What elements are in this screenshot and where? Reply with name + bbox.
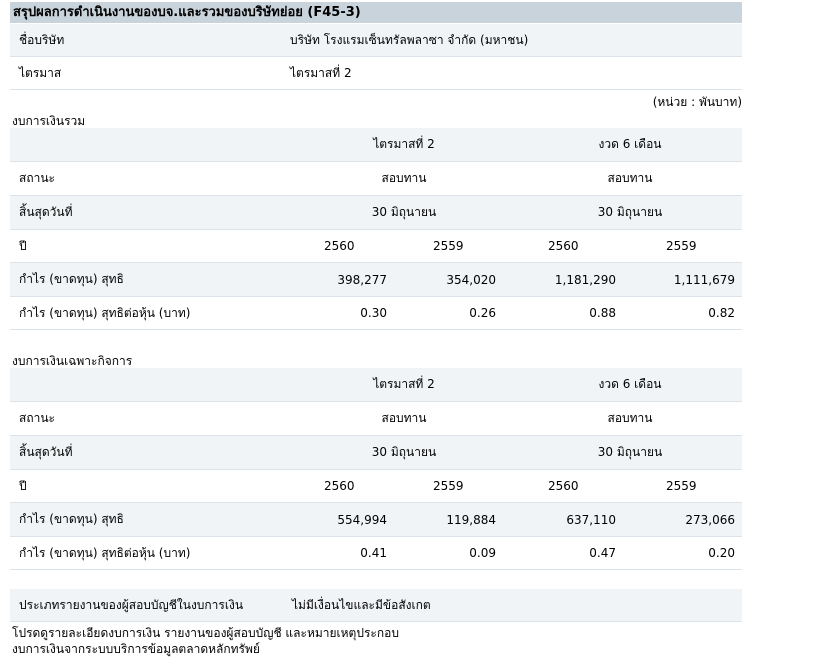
consolidated-enddate-6m: 30 มิถุนายน — [597, 205, 663, 219]
consolidated-net-row — [10, 263, 742, 297]
separate-net-1: 554,994 — [337, 512, 387, 527]
separate-net-3: 637,110 — [566, 512, 616, 527]
consolidated-status-6m: สอบทาน — [607, 171, 653, 185]
consolidated-section-title: งบการเงินรวม — [12, 114, 86, 128]
consolidated-enddate-label: สิ้นสุดวันที่ — [19, 205, 73, 219]
consolidated-enddate-row — [10, 196, 742, 230]
consolidated-year-3: 2560 — [548, 239, 579, 253]
consolidated-eps-3: 0.88 — [589, 306, 616, 320]
separate-year-4: 2559 — [666, 479, 697, 493]
quarter-value: ไตรมาสที่ 2 — [290, 65, 352, 80]
separate-year-2: 2559 — [433, 479, 464, 493]
separate-period-quarter: ไตรมาสที่ 2 — [373, 377, 435, 391]
consolidated-enddate-quarter: 30 มิถุนายน — [371, 205, 437, 219]
separate-enddate-6m: 30 มิถุนายน — [597, 445, 663, 459]
consolidated-period-6m: งวด 6 เดือน — [598, 137, 662, 151]
consolidated-eps-label: กำไร (ขาดทุน) สุทธิต่อหุ้น (บาท) — [19, 305, 191, 320]
separate-enddate-label: สิ้นสุดวันที่ — [19, 445, 73, 459]
quarter-label: ไตรมาส — [19, 65, 62, 80]
separate-eps-4: 0.20 — [708, 546, 735, 560]
consolidated-net-4: 1,111,679 — [673, 272, 735, 287]
consolidated-eps-2: 0.26 — [469, 306, 496, 320]
separate-status-label: สถานะ — [19, 411, 55, 425]
consolidated-year-row — [10, 230, 742, 263]
separate-status-6m: สอบทาน — [607, 411, 653, 425]
separate-status-quarter: สอบทาน — [381, 411, 427, 425]
consolidated-net-1: 398,277 — [337, 272, 387, 287]
consolidated-period-row — [10, 128, 742, 162]
auditor-report-value: ไม่มีเงื่อนไขและมีข้อสังเกต — [292, 597, 431, 612]
separate-net-4: 273,066 — [685, 512, 735, 527]
consolidated-status-label: สถานะ — [19, 171, 55, 185]
company-name-label: ชื่อบริษัท — [19, 32, 65, 47]
consolidated-net-2: 354,020 — [446, 272, 496, 287]
auditor-report-row — [10, 589, 742, 622]
consolidated-status-row — [10, 162, 742, 196]
consolidated-eps-4: 0.82 — [708, 306, 735, 320]
separate-eps-2: 0.09 — [469, 546, 496, 560]
separate-eps-row — [10, 537, 742, 570]
separate-enddate-quarter: 30 มิถุนายน — [371, 445, 437, 459]
quarter-row — [10, 57, 742, 90]
separate-period-6m: งวด 6 เดือน — [598, 377, 662, 391]
footer-note-line1: โปรดดูรายละเอียดงบการเงิน รายงานของผู้สอบบัญชี และหมายเหตุประกอบ — [12, 626, 399, 640]
company-name-value: บริษัท โรงแรมเซ็นทรัลพลาซา จำกัด (มหาชน) — [290, 32, 529, 47]
consolidated-period-quarter: ไตรมาสที่ 2 — [373, 137, 435, 151]
consolidated-net-3: 1,181,290 — [554, 272, 616, 287]
consolidated-eps-row — [10, 297, 742, 330]
consolidated-net-label: กำไร (ขาดทุน) สุทธิ — [19, 272, 124, 286]
consolidated-eps-1: 0.30 — [360, 306, 387, 320]
separate-year-1: 2560 — [324, 479, 355, 493]
consolidated-year-label: ปี — [19, 238, 27, 253]
separate-year-label: ปี — [19, 478, 27, 493]
separate-section-title: งบการเงินเฉพาะกิจการ — [12, 354, 133, 368]
separate-enddate-row — [10, 436, 742, 470]
consolidated-status-quarter: สอบทาน — [381, 171, 427, 185]
auditor-report-label: ประเภทรายงานของผู้สอบบัญชีในงบการเงิน — [19, 597, 244, 612]
separate-eps-1: 0.41 — [360, 546, 387, 560]
footer-note-line2: งบการเงินจากระบบบริการข้อมูลตลาดหลักทรัพย์ — [12, 642, 260, 656]
separate-period-row — [10, 368, 742, 402]
company-name-row — [10, 24, 742, 57]
separate-year-3: 2560 — [548, 479, 579, 493]
consolidated-year-1: 2560 — [324, 239, 355, 253]
separate-net-row — [10, 503, 742, 537]
separate-net-2: 119,884 — [446, 512, 496, 527]
page-title: สรุปผลการดำเนินงานของบจ.และรวมของบริษัทย่อย (F45-3) — [10, 2, 742, 23]
separate-status-row — [10, 402, 742, 436]
separate-eps-label: กำไร (ขาดทุน) สุทธิต่อหุ้น (บาท) — [19, 545, 191, 560]
consolidated-year-2: 2559 — [433, 239, 464, 253]
separate-eps-3: 0.47 — [589, 546, 616, 560]
separate-year-row — [10, 470, 742, 503]
consolidated-year-4: 2559 — [666, 239, 697, 253]
separate-net-label: กำไร (ขาดทุน) สุทธิ — [19, 512, 124, 526]
unit-note: (หน่วย : พันบาท) — [652, 95, 742, 109]
